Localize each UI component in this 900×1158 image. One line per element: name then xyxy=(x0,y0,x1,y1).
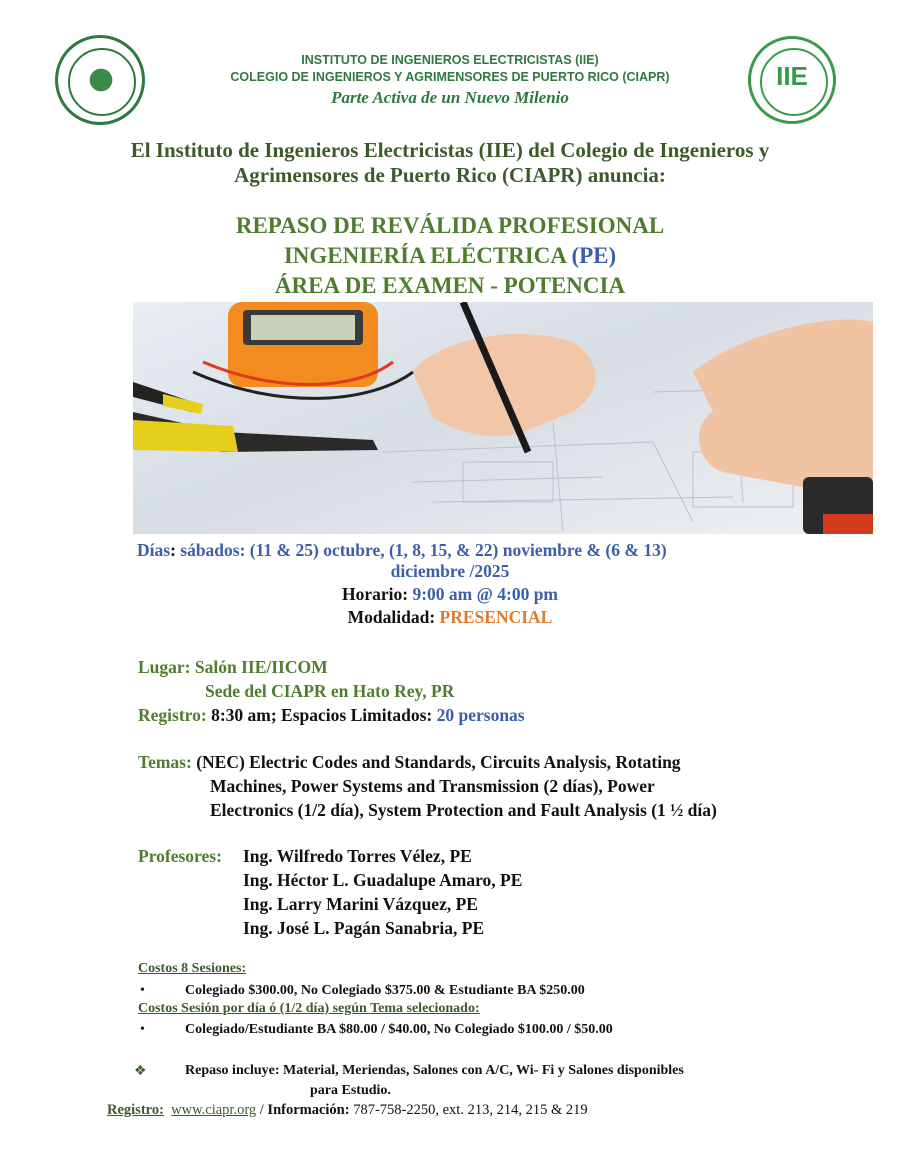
hero-photo xyxy=(133,302,873,534)
bullet-icon: • xyxy=(140,983,145,998)
registro-label: Registro: xyxy=(138,705,207,725)
horario-label: Horario: xyxy=(341,584,413,604)
title-line-1: REPASO DE REVÁLIDA PROFESIONAL xyxy=(235,213,665,238)
temas-line-1 xyxy=(138,752,681,773)
footer-separator: / xyxy=(256,1102,268,1118)
profesor-name: Ing. Larry Marini Vázquez, PE xyxy=(243,894,478,914)
diamond-bullet-icon: ❖ xyxy=(134,1064,147,1079)
blueprint-tools-illustration xyxy=(133,302,873,534)
dias-value-2: diciembre /2025 xyxy=(390,561,510,581)
modalidad-line xyxy=(0,607,900,628)
intro-text: El Instituto de Ingenieros Electricistas (IIE) del Colegio de Ingenieros y Agrimensores de Puerto Rico (CIAPR) anuncia: xyxy=(130,138,770,187)
title-line-2-main: INGENIERÍA ELÉCTRICA xyxy=(283,243,572,268)
lugar-line xyxy=(138,657,328,678)
costs-item-1: Colegiado $300.00, No Colegiado $375.00 & Estudiante BA $250.00 xyxy=(185,983,585,998)
dias-value-1: sábados: (11 & 25) octubre, (1, 8, 15, & 22) noviembre & (6 & 13) xyxy=(180,540,667,560)
lugar-label: Lugar: xyxy=(138,657,191,677)
registro-value: 8:30 am; Espacios Limitados: xyxy=(206,705,437,725)
dias-line: Días: sábados: (11 & 25) octubre, (1, 8, 15, & 22) noviembre & (6 & 13) xyxy=(137,540,667,560)
footer-info-label: Información: xyxy=(267,1102,350,1118)
costs-heading-2: Costos Sesión por día ó (1/2 día) según Tema selecionado: xyxy=(138,1001,480,1016)
includes-line-1: Repaso incluye: Material, Meriendas, Salones con A/C, Wi- Fi y Salones disponibles xyxy=(185,1063,684,1078)
profesor-name: Ing. Héctor L. Guadalupe Amaro, PE xyxy=(243,870,523,890)
profesor-name: Ing. Wilfredo Torres Vélez, PE xyxy=(243,846,472,866)
temas-text-2: Machines, Power Systems and Transmission (2 días), Power xyxy=(210,776,655,796)
temas-text-1: (NEC) Electric Codes and Standards, Circuits Analysis, Rotating xyxy=(196,752,681,772)
header-motto: Parte Activa de un Nuevo Milenio xyxy=(331,88,569,107)
title-line-2 xyxy=(0,243,900,269)
header-line-1: INSTITUTO DE INGENIEROS ELECTRICISTAS (IIE) xyxy=(301,53,599,67)
website-link[interactable]: www.ciapr.org xyxy=(171,1102,257,1118)
lugar-value-2: Sede del CIAPR en Hato Rey, PR xyxy=(205,681,455,701)
costs-heading-1: Costos 8 Sesiones: xyxy=(138,961,247,976)
header-line-2: COLEGIO DE INGENIEROS Y AGRIMENSORES DE PUERTO RICO (CIAPR) xyxy=(230,70,670,84)
profesor-name: Ing. José L. Pagán Sanabria, PE xyxy=(243,918,485,938)
horario-line xyxy=(0,584,900,605)
horario-value: 9:00 am @ 4:00 pm xyxy=(412,584,559,604)
lugar-value: Salón IIE/IICOM xyxy=(194,657,328,677)
costs-item-2: Colegiado/Estudiante BA $80.00 / $40.00, No Colegiado $100.00 / $50.00 xyxy=(185,1022,613,1037)
iie-logo-text: IIE xyxy=(776,61,808,91)
footer-registro-label: Registro: xyxy=(107,1102,164,1118)
footer-info-value: 787-758-2250, ext. 213, 214, 215 & 219 xyxy=(349,1102,588,1118)
registro-seats: 20 personas xyxy=(436,705,525,725)
profesores-label: Profesores: xyxy=(138,846,222,866)
modalidad-value: PRESENCIAL xyxy=(439,607,553,627)
bullet-icon: • xyxy=(140,1022,145,1037)
modalidad-label: Modalidad: xyxy=(347,607,440,627)
title-line-2-accent: (PE) xyxy=(571,243,617,268)
footer xyxy=(107,1102,588,1119)
title-line-3: ÁREA DE EXAMEN - POTENCIA xyxy=(274,273,626,298)
temas-label: Temas: xyxy=(138,752,192,772)
includes-line-2: para Estudio. xyxy=(310,1083,391,1098)
dias-label: Días xyxy=(137,540,171,560)
temas-text-3: Electronics (1/2 día), System Protection and Fault Analysis (1 ½ día) xyxy=(210,800,717,820)
registro-line xyxy=(138,705,525,726)
